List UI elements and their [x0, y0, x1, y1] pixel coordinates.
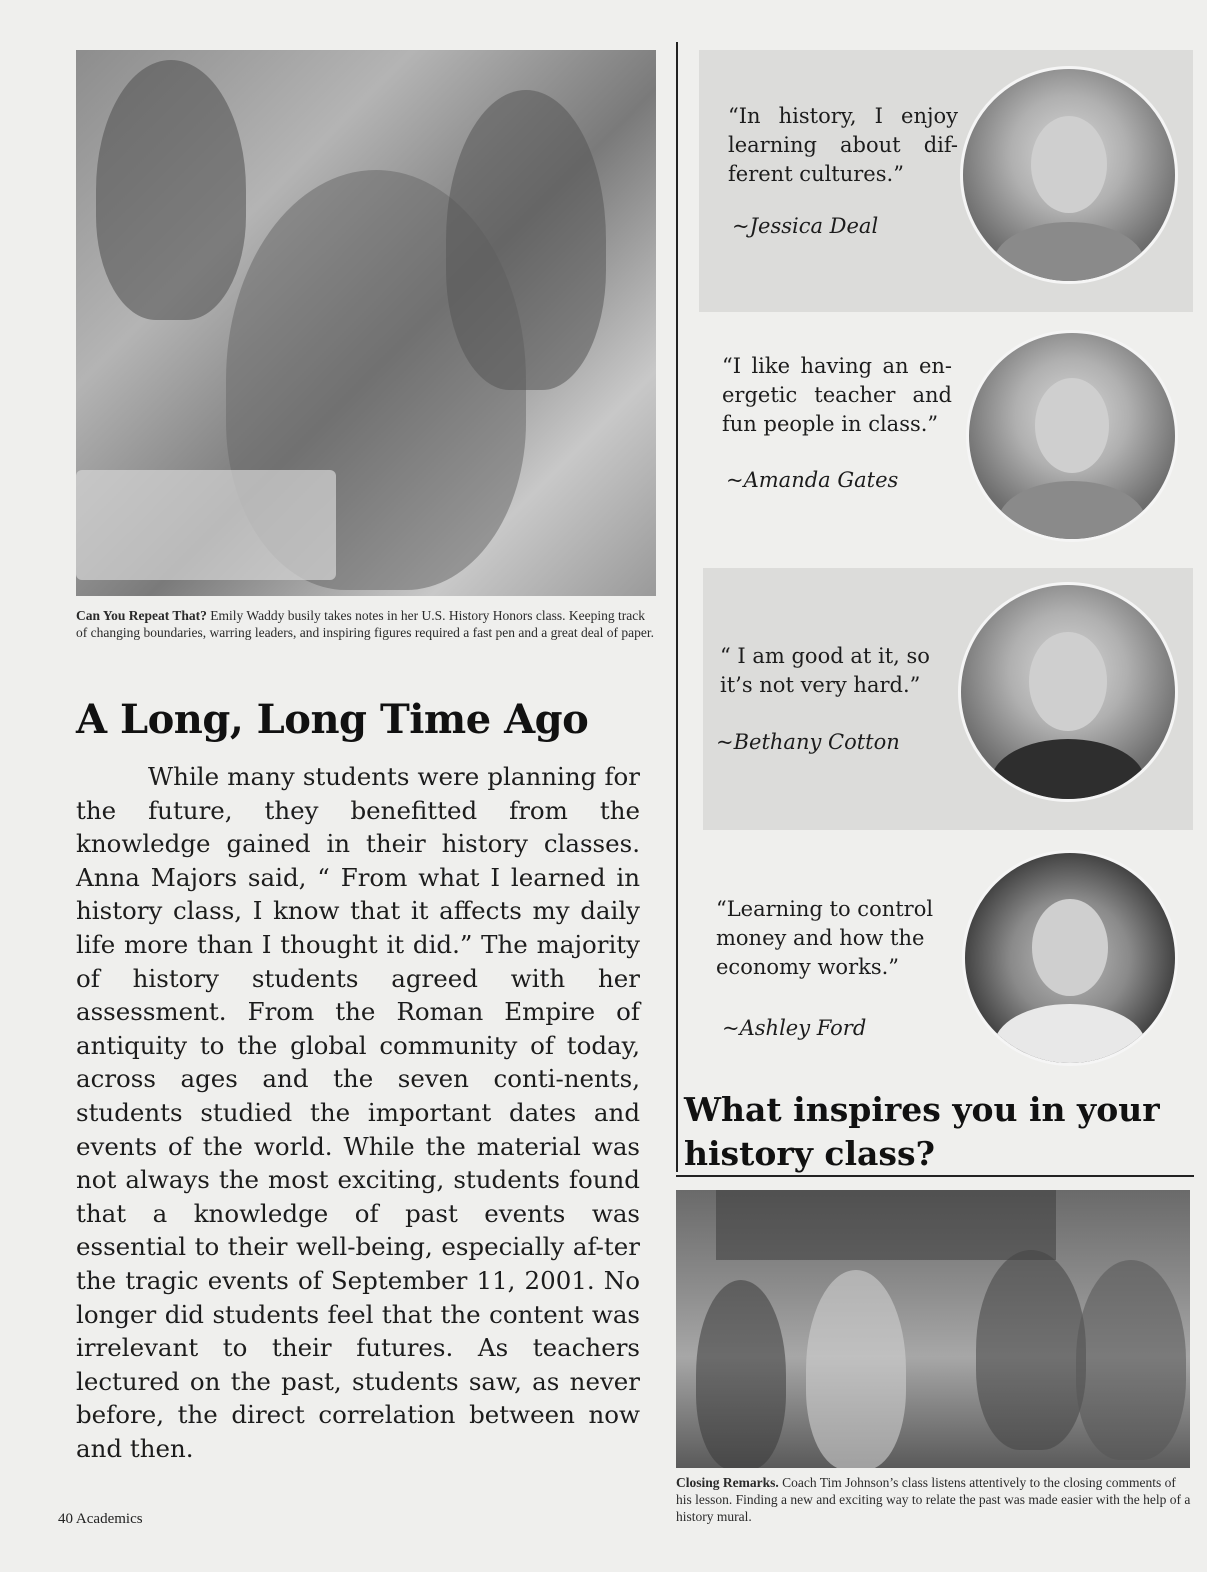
- student-figure: [976, 1250, 1086, 1450]
- jessica-portrait-icon: [960, 66, 1178, 284]
- quote-name-bethany: ~Bethany Cotton: [716, 730, 900, 754]
- student-figure: [696, 1280, 786, 1468]
- heading-rule: [676, 1175, 1194, 1177]
- shoulders: [991, 739, 1145, 802]
- face: [1035, 378, 1109, 473]
- classroom-photo-tim-johnson: [676, 1190, 1190, 1468]
- bethany-portrait-icon: [958, 582, 1178, 802]
- face: [1032, 899, 1108, 996]
- student-figure: [96, 60, 246, 320]
- quote-name-jessica: ~Jessica Deal: [732, 214, 879, 238]
- quote-text-bethany: “ I am good at it, so it’s not very hard.”: [720, 644, 930, 697]
- article-body-text: While many students were planning for the future, they benefitted from the knowledge gained in their history classes. Anna Majors said, “ From what I learned in history class, I know that it affects my daily life more than I thought it did.” The majority of history students agreed with her assessment. From the Roman Empire of antiquity to the global community of today, across ages and the seven conti-nents, students studied the important dates and events of the world. While the material was not always the most exciting, students found that a knowledge of past events was essential to their well-being, especially af-ter the tragic events of September 11, 2001. No longer did students feel that the content was irrelevant to their futures. As teachers lectured on the past, students saw, as never before, the direct correlation between now and then.: [76, 762, 640, 1463]
- mural: [716, 1190, 1056, 1260]
- face: [1029, 632, 1106, 730]
- classroom-photo-emily-waddy: [76, 50, 656, 596]
- caption-text: Emily Waddy busily takes notes in her U.S. History Honors class. Keeping track of changing boundaries, warring leaders, and inspiring figures required a fast pen and a great deal of paper.: [76, 608, 655, 640]
- quote-text-ashley: “Learning to control money and how the economy works.”: [716, 897, 934, 979]
- shoulders: [998, 481, 1146, 542]
- column-divider: [676, 42, 678, 1172]
- student-figure: [1076, 1260, 1186, 1460]
- amanda-portrait-icon: [966, 330, 1178, 542]
- bottom-photo-caption: [676, 1474, 1192, 1525]
- caption-title: Closing Remarks.: [676, 1475, 779, 1490]
- caption-title: Can You Repeat That?: [76, 608, 207, 623]
- shoulders: [993, 222, 1146, 284]
- ashley-portrait-icon: [962, 850, 1178, 1066]
- top-photo-caption: [76, 607, 656, 641]
- page-folio: 40 Academics: [58, 1511, 143, 1527]
- quote-name-ashley: ~Ashley Ford: [722, 1016, 867, 1040]
- quote-text-amanda: “I like having an en-ergetic teacher and fun people in class.”: [722, 354, 952, 436]
- face: [1031, 116, 1107, 214]
- desk: [76, 470, 336, 580]
- student-figure: [806, 1270, 906, 1468]
- article-headline: A Long, Long Time Ago: [76, 696, 589, 743]
- shoulders: [994, 1004, 1145, 1066]
- question-heading: What inspires you in your history class?: [684, 1090, 1160, 1173]
- caption-text: Coach Tim Johnson’s class listens attentively to the closing comments of his lesson. Finding a new and exciting way to relate the past was made easier with the help of a history mural.: [676, 1475, 1191, 1524]
- article-body: [76, 760, 640, 1465]
- quote-name-amanda: ~Amanda Gates: [726, 468, 899, 492]
- student-figure: [446, 90, 606, 390]
- quote-text-jessica: “In history, I enjoy learning about dif-ferent cultures.”: [728, 104, 958, 186]
